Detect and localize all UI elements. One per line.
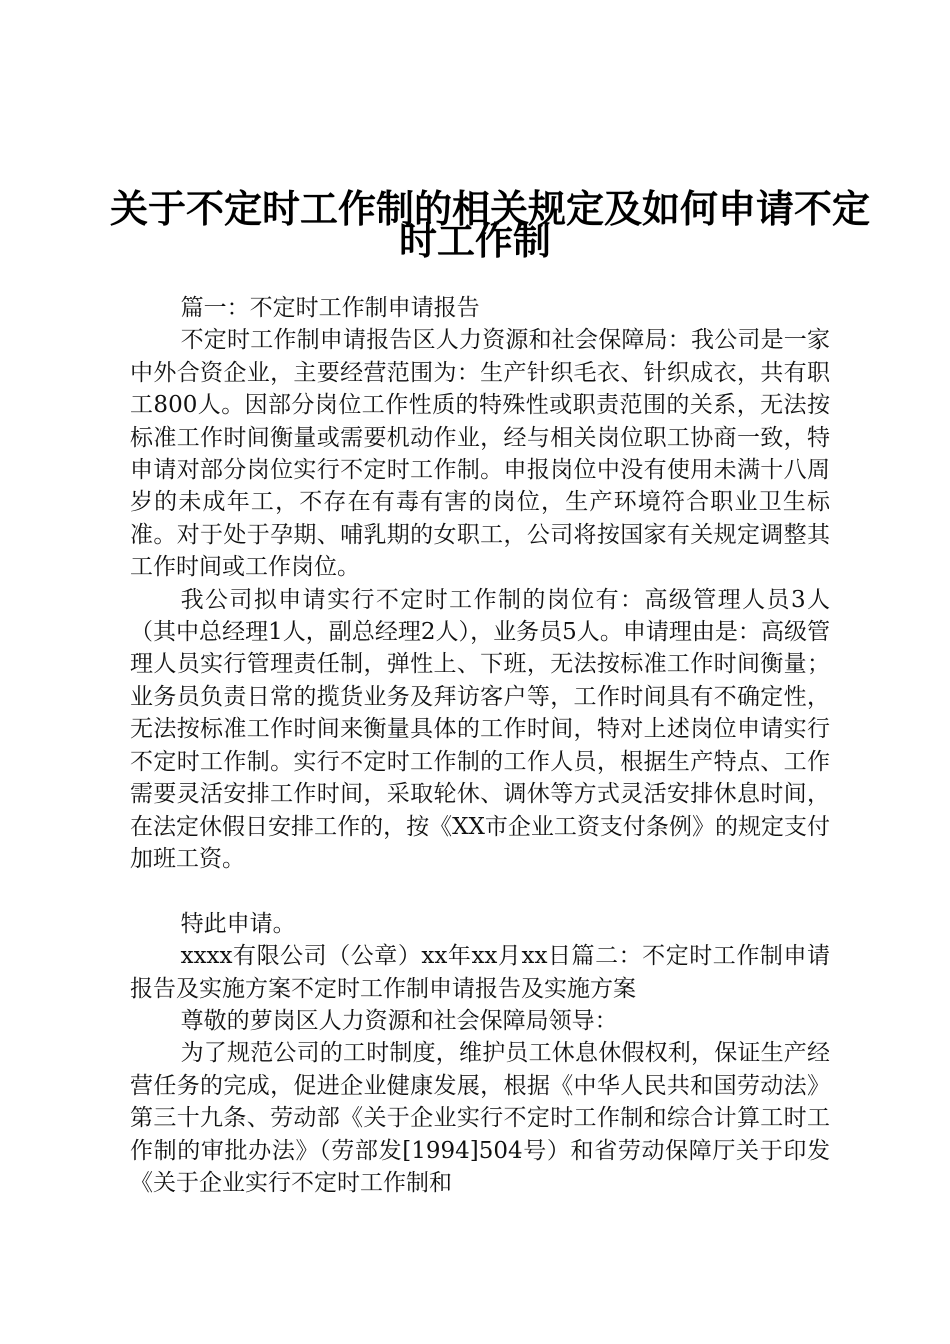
paragraph-application-intro: 不定时工作制申请报告区人力资源和社会保障局：我公司是一家中外合资企业，主要经营范围为：生产针织毛衣、针织成衣，共有职工800人。因部分岗位工作性质的特殊性或职责范围的关系，无法按标准工作时间衡量或需要机动作业，经与相关岗位职工协商一致，特申请对部分岗位实行不定时工作制。申报岗位中没有使用未满十八周岁的未成年工，不存在有毒有害的岗位，生产环境符合职业卫生标准。对于处于孕期、哺乳期的女职工，公司将按国家有关规定调整其工作时间或工作岗位。 bbox=[130, 327, 830, 581]
paragraph-purpose: 为了规范公司的工时制度，维护员工休息休假权利，保证生产经营任务的完成，促进企业健康发展，根据《中华人民共和国劳动法》第三十九条、劳动部《关于企业实行不定时工作制和综合计算工时工作制的审批办法》（劳部发[1994]504号）和省劳动保障厅关于印发《关于企业实行不定时工作制和 bbox=[130, 1040, 830, 1196]
paragraph-salutation: 尊敬的萝岗区人力资源和社会保障局领导： bbox=[180, 1007, 618, 1034]
paragraph-closing: 特此申请。 bbox=[180, 910, 296, 937]
paragraph-signature-and-part-two: xxxx有限公司（公章）xx年xx月xx日篇二：不定时工作制申请报告及实施方案不定时工作制申请报告及实施方案 bbox=[130, 943, 830, 1002]
section-heading-part-one: 篇一：不定时工作制申请报告 bbox=[180, 295, 480, 321]
paragraph-positions-and-reasons: 我公司拟申请实行不定时工作制的岗位有：高级管理人员3人（其中总经理1人，副总经理2人），业务员5人。申请理由是：高级管理人员实行管理责任制，弹性上、下班，无法按标准工作时间衡量；业务员负责日常的揽货业务及拜访客户等，工作时间具有不确定性，无法按标准工作时间来衡量具体的工作时间，特对上述岗位申请实行不定时工作制。实行不定时工作制的工作人员，根据生产特点、工作需要灵活安排工作时间，采取轮休、调休等方式灵活安排休息时间，在法定休假日安排工作的，按《XX市企业工资支付条例》的规定支付加班工资。 bbox=[130, 586, 830, 872]
document-body bbox=[130, 292, 830, 1199]
document-title-line-1: 关于不定时工作制的相关规定及如何申请不定 bbox=[110, 187, 871, 231]
document-title-line-2: 时工作制 bbox=[398, 219, 551, 263]
blank-line bbox=[130, 875, 830, 907]
